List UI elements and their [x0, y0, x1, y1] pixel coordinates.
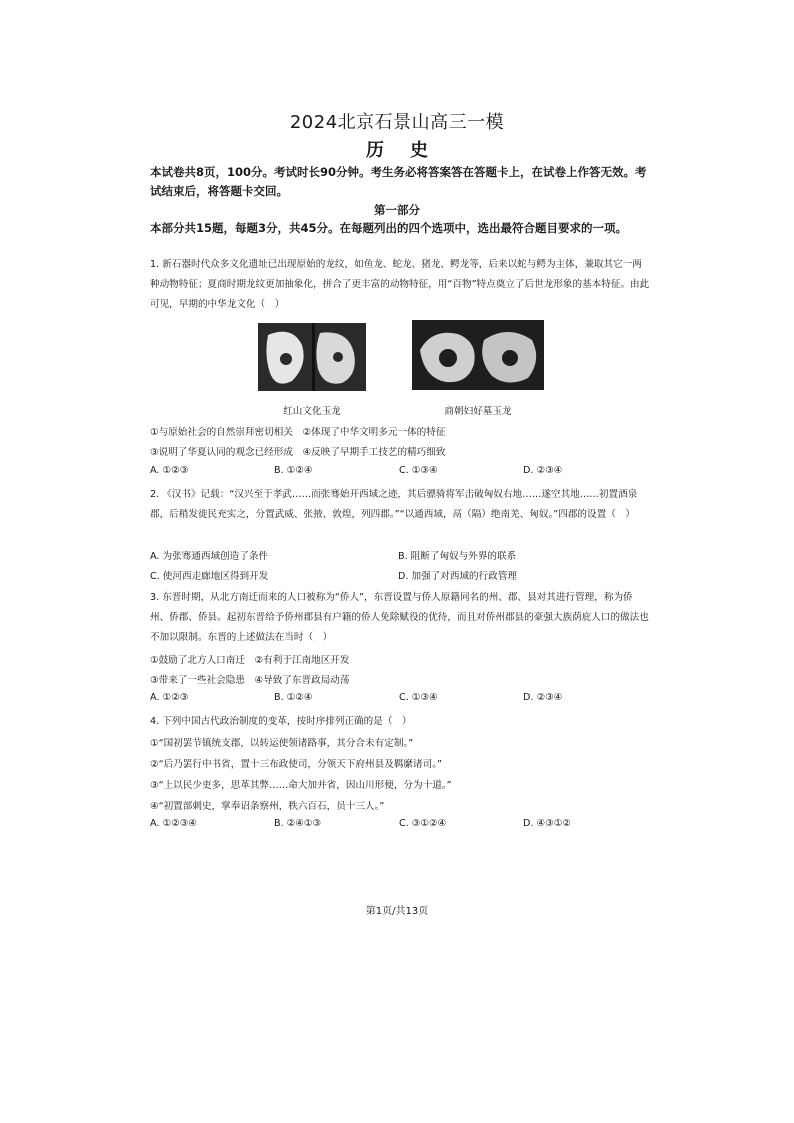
part-instruction: 本部分共15题，每题3分，共45分。在每题列出的四个选项中，选出最符合题目要求的一项。 — [150, 221, 628, 235]
question-2-stem: 2. 《汉书》记载：“汉兴至于孝武……而张骞始开西域之迹，其后骠骑将军击破匈奴右地……遂空其地……初置酒泉郡，后稍发徙民充实之，分置武威、张掖、敦煌，列四郡。”“以通西域，鬲（隔）绝南羌、匈奴。”四郡的设置（ ） — [150, 489, 638, 520]
question-3-statement: ①鼓励了北方人口南迁 ②有利于江南地区开发 — [150, 655, 350, 666]
option-d[interactable]: D. ②③④ — [523, 692, 563, 703]
option-d[interactable]: D. ④③①② — [523, 818, 571, 829]
option-a[interactable]: A. ①②③④ — [150, 818, 197, 829]
question-4-stem: 4. 下列中国古代政治制度的变革，按时序排列正确的是（ ） — [150, 716, 412, 727]
option-c[interactable]: C. 使河西走廊地区得到开发 — [150, 571, 269, 582]
question-3-options — [150, 692, 590, 708]
exam-notice: 本试卷共8页，100分。考试时长90分钟。考生务必将答案答在答题卡上，在试卷上作答无效。考试结束后，将答题卡交回。 — [150, 165, 647, 198]
option-c[interactable]: C. ③①②④ — [399, 818, 447, 829]
page-title: 2024北京石景山高三一模 — [289, 112, 505, 133]
question-1-statement: ③说明了华夏认同的观念已经形成 ④反映了早期手工技艺的精巧细致 — [150, 447, 446, 458]
question-1-statement: ①与原始社会的自然崇拜密切相关 ②体现了中华文明多元一体的特征 — [150, 427, 446, 438]
option-c[interactable]: C. ①③④ — [399, 465, 438, 476]
option-b[interactable]: B. ①②④ — [274, 692, 313, 703]
option-d[interactable]: D. 加强了对西域的行政管理 — [398, 571, 518, 582]
question-4-statement: ②“后乃罢行中书省，置十三布政使司，分领天下府州县及羁縻诸司。” — [150, 759, 442, 770]
question-2-options-row-1 — [150, 548, 650, 564]
option-d[interactable]: D. ②③④ — [523, 465, 563, 476]
option-b[interactable]: B. 阻断了匈奴与外界的联系 — [398, 551, 517, 562]
subject-heading: 历史 — [366, 140, 454, 161]
hongshan-jade-dragon-photo — [258, 323, 366, 391]
question-4-statement: ④“初置部刺史，掌奉诏条察州，秩六百石，员十三人。” — [150, 801, 385, 812]
question-2-options-row-2 — [150, 568, 650, 584]
fuhao-jade-dragon-photo — [412, 320, 544, 390]
question-3-stem: 3. 东晋时期，从北方南迁而来的人口被称为“侨人”，东晋设置与侨人原籍同名的州、郡、县对其进行管理，称为侨州、侨郡、侨县。起初东晋给予侨州郡县有户籍的侨人免除赋役的优待，而且对侨州郡县的豪强大族荫庇人口的做法也不加以限制。东晋的上述做法在当时（ ） — [150, 592, 649, 643]
question-4-statement: ①“国初罢节镇统支郡，以转运使领诸路事，其分合未有定制。” — [150, 738, 414, 749]
part-heading: 第一部分 — [374, 203, 420, 217]
option-c[interactable]: C. ①③④ — [399, 692, 438, 703]
image-caption-hongshan: 红山文化玉龙 — [283, 406, 341, 417]
option-b[interactable]: B. ②④①③ — [274, 818, 322, 829]
option-a[interactable]: A. ①②③ — [150, 692, 189, 703]
option-b[interactable]: B. ①②④ — [274, 465, 313, 476]
page-number: 第1页/共13页 — [365, 906, 429, 917]
option-a[interactable]: A. 为张骞通西域创造了条件 — [150, 551, 269, 562]
question-1-options — [150, 465, 590, 481]
question-1-stem: 1. 新石器时代众多文化遗址已出现原始的龙纹，如鱼龙、蛇龙、猪龙、鳄龙等，后来以蛇与鳄为主体，兼取其它一两种动物特征；夏商时期龙纹更加抽象化，拼合了更丰富的动物特征，用“百物”特点奠立了后世龙形象的基本特征。由此可见，早期的中华龙文化（ ） — [150, 259, 650, 310]
question-4-options — [150, 818, 590, 834]
image-caption-fuhao: 商朝妇好墓玉龙 — [444, 406, 512, 417]
option-a[interactable]: A. ①②③ — [150, 465, 189, 476]
question-3-statement: ③带来了一些社会隐患 ④导致了东晋政局动荡 — [150, 675, 350, 686]
question-4-statement: ③“上以民少吏多，思革其弊……命大加并省，因山川形便，分为十道。” — [150, 780, 452, 791]
